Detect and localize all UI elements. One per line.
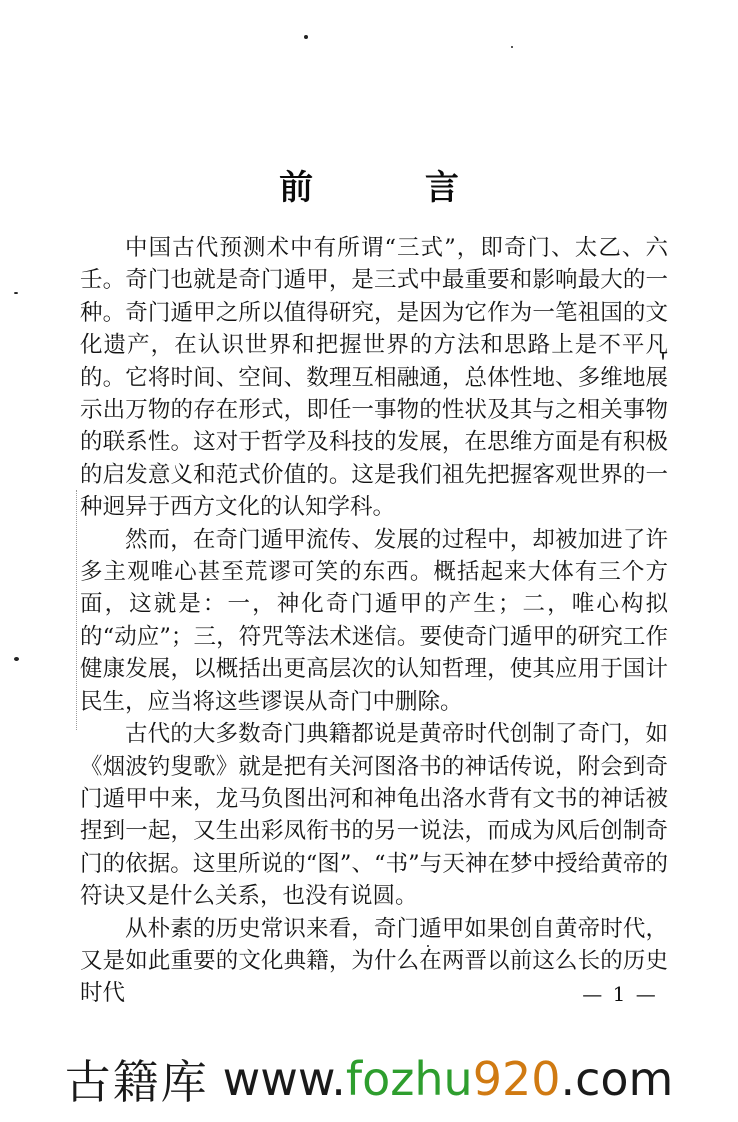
scan-speck	[14, 657, 19, 661]
scan-speck	[14, 292, 18, 294]
watermark-prefix: www.	[222, 1051, 346, 1106]
paragraph: 中国古代预测术中有所谓“三式”，即奇门、太乙、六壬。奇门也就是奇门遁甲，是三式中最重要和影响最大的一种。奇门遁甲之所以值得研究，是因为它作为一笔祖国的文化遗产，在认识世界和把握世界的方法和思路上是不平凡的。它将时间、空间、数理互相融通，总体性地、多维地展示出万物的存在形式，即任一事物的性状及其与之相关事物的联系性。这对于哲学及科技的发展，在思维方面是有积极的启发意义和范式价值的。这是我们祖先把握客观世界的一种迥异于西方文化的认知学科。	[80, 235, 668, 521]
paragraph: 古代的大多数奇门典籍都说是黄帝时代创制了奇门，如《烟波钓叟歌》就是把有关河图洛书的神话传说，附会到奇门遁甲中来，龙马负图出河和神龟出洛水背有文书的神话被捏到一起，又生出彩凤衔书的另一说法，而成为风后创制奇门的依据。这里所说的“图”、“书”与天神在梦中授给黄帝的符诀又是什么关系，也没有说圆。	[80, 721, 668, 910]
site-watermark	[0, 1035, 738, 1122]
watermark-domain-text: fozhu	[345, 1051, 473, 1106]
scan-margin-line	[76, 490, 77, 730]
page-number: — 1 —	[582, 982, 658, 1006]
scan-speck	[511, 46, 513, 48]
page-title: 前 言	[279, 168, 509, 208]
body-text	[80, 232, 668, 1010]
scan-speck	[304, 35, 308, 39]
watermark-suffix: .com	[560, 1051, 674, 1106]
watermark-site-name: 古籍库	[64, 1054, 209, 1109]
watermark-domain-number: 920	[472, 1051, 561, 1106]
paragraph: 从朴素的历史常识来看，奇门遁甲如果创自黄帝时代，又是如此重要的文化典籍，为什么在两晋以前这么长的历史时代	[80, 915, 668, 1007]
paragraph: 然而，在奇门遁甲流传、发展的过程中，却被加进了许多主观唯心甚至荒谬可笑的东西。概括起来大体有三个方面，这就是：一，神化奇门遁甲的产生；二，唯心构拟的“动应”；三，符咒等法术迷信。要使奇门遁甲的研究工作健康发展，以概括出更高层次的认知哲理，使其应用于国计民生，应当将这些谬误从奇门中删除。	[80, 526, 668, 715]
